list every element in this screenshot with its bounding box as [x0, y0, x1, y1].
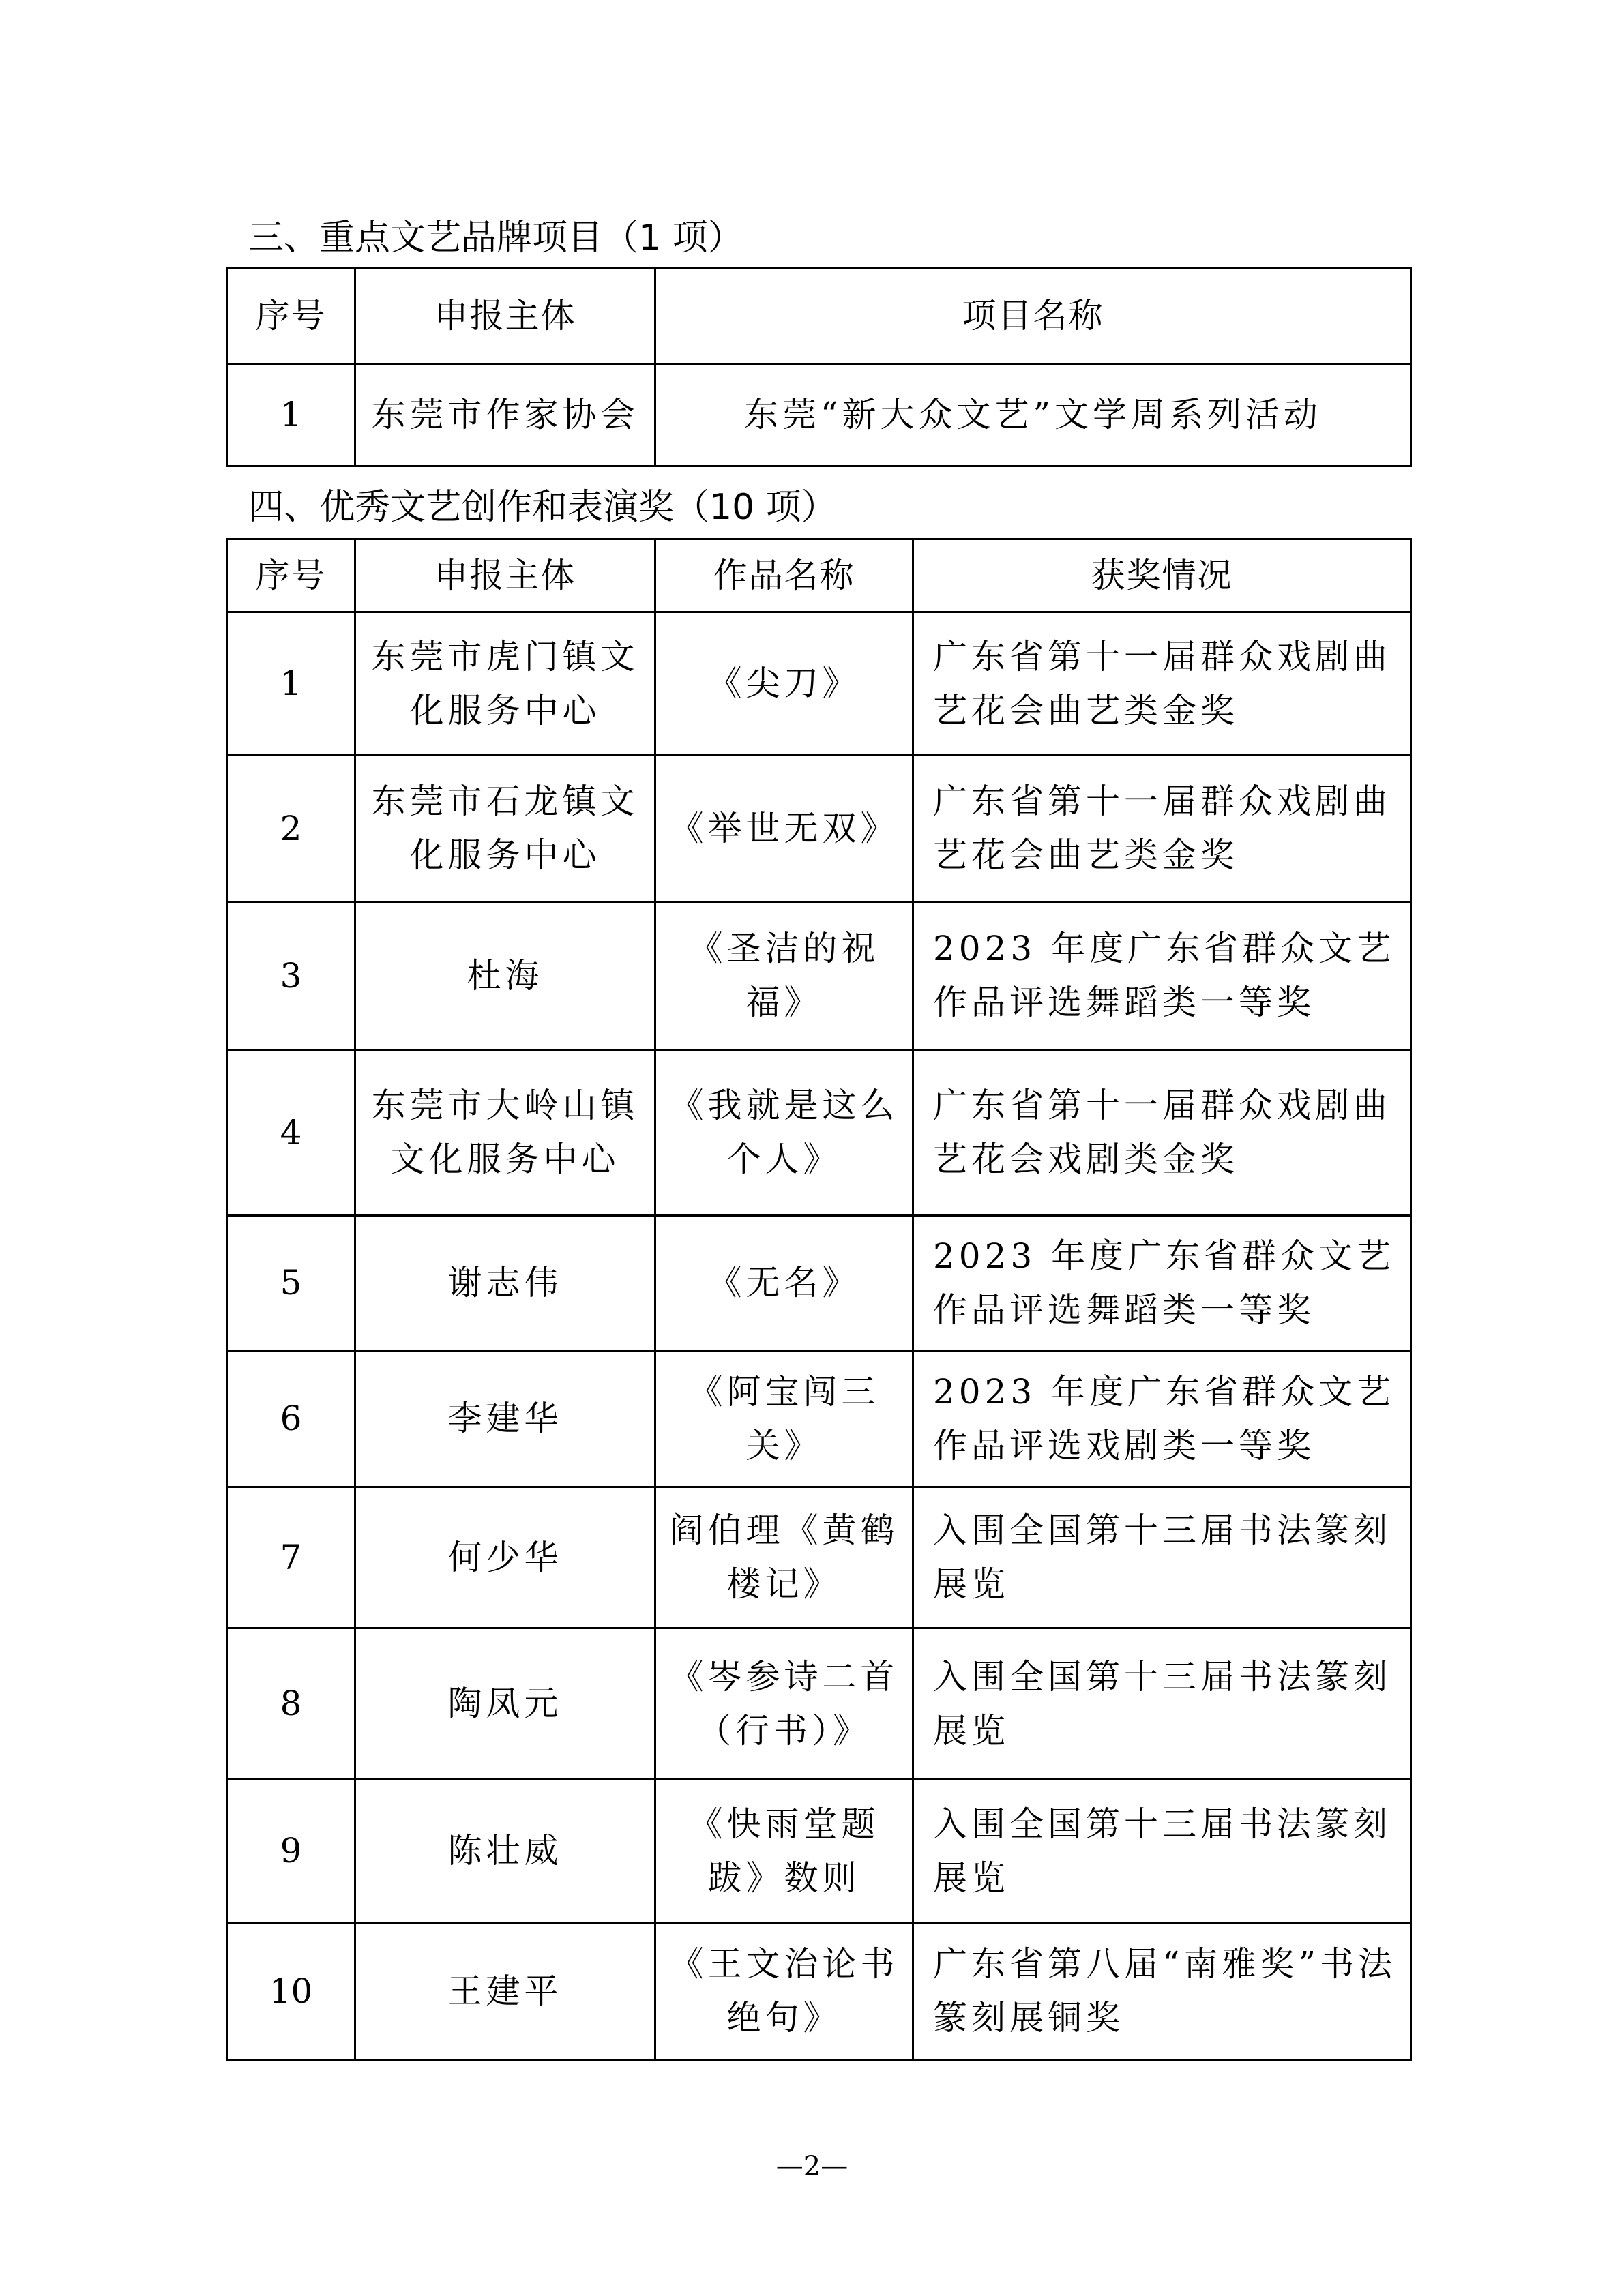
row-no: 7 — [227, 1487, 355, 1628]
row-work: 阎伯理《黄鹤楼记》 — [655, 1487, 913, 1628]
row-applicant: 何少华 — [355, 1487, 655, 1628]
table-row — [227, 1050, 1411, 1216]
header-no: 序号 — [227, 269, 355, 364]
row-award: 广东省第八届“南雅奖”书法篆刻展铜奖 — [913, 1923, 1411, 2060]
row-award: 广东省第十一届群众戏剧曲艺花会曲艺类金奖 — [913, 756, 1411, 902]
table-row — [227, 1923, 1411, 2060]
table-row — [227, 756, 1411, 902]
row-applicant: 陈壮威 — [355, 1780, 655, 1923]
header-applicant: 申报主体 — [355, 539, 655, 612]
row-award: 广东省第十一届群众戏剧曲艺花会戏剧类金奖 — [913, 1050, 1411, 1216]
table-row — [227, 1628, 1411, 1780]
row-no: 8 — [227, 1628, 355, 1780]
header-award: 获奖情况 — [913, 539, 1411, 612]
row-work: 《我就是这么个人》 — [655, 1050, 913, 1216]
row-applicant: 东莞市虎门镇文化服务中心 — [355, 612, 655, 756]
table-row — [227, 1216, 1411, 1351]
row-no: 10 — [227, 1923, 355, 2060]
row-work: 《圣洁的祝福》 — [655, 902, 913, 1050]
row-work: 《尖刀》 — [655, 612, 913, 756]
row-award: 2023 年度广东省群众文艺作品评选舞蹈类一等奖 — [913, 1216, 1411, 1351]
row-award: 入围全国第十三届书法篆刻展览 — [913, 1487, 1411, 1628]
row-no: 2 — [227, 756, 355, 902]
row-work: 《无名》 — [655, 1216, 913, 1351]
row-applicant: 东莞市作家协会 — [355, 364, 655, 466]
row-work: 《岑参诗二首（行书）》 — [655, 1628, 913, 1780]
row-applicant: 杜海 — [355, 902, 655, 1050]
row-no: 5 — [227, 1216, 355, 1351]
row-award: 入围全国第十三届书法篆刻展览 — [913, 1780, 1411, 1923]
row-award: 2023 年度广东省群众文艺作品评选戏剧类一等奖 — [913, 1351, 1411, 1487]
table-row — [227, 364, 1411, 466]
row-award: 2023 年度广东省群众文艺作品评选舞蹈类一等奖 — [913, 902, 1411, 1050]
table-row — [227, 902, 1411, 1050]
section3-title: 三、重点文艺品牌项目（1 项） — [248, 218, 743, 258]
header-applicant: 申报主体 — [355, 269, 655, 364]
brand-project-table — [226, 267, 1412, 467]
row-work: 《快雨堂题跋》数则 — [655, 1780, 913, 1923]
row-work: 《王文治论书绝句》 — [655, 1923, 913, 2060]
table-header-row — [227, 539, 1411, 612]
row-award: 入围全国第十三届书法篆刻展览 — [913, 1628, 1411, 1780]
row-no: 1 — [227, 612, 355, 756]
row-no: 1 — [227, 364, 355, 466]
row-project: 东莞“新大众文艺”文学周系列活动 — [655, 364, 1411, 466]
row-no: 4 — [227, 1050, 355, 1216]
row-applicant: 陶凤元 — [355, 1628, 655, 1780]
row-work: 《阿宝闯三关》 — [655, 1351, 913, 1487]
row-applicant: 谢志伟 — [355, 1216, 655, 1351]
section4-title: 四、优秀文艺创作和表演奖（10 项） — [248, 487, 837, 528]
table-row — [227, 612, 1411, 756]
row-applicant: 东莞市大岭山镇文化服务中心 — [355, 1050, 655, 1216]
table-row — [227, 1780, 1411, 1923]
header-work: 作品名称 — [655, 539, 913, 612]
header-no: 序号 — [227, 539, 355, 612]
row-no: 3 — [227, 902, 355, 1050]
award-table — [226, 538, 1412, 2061]
row-work: 《举世无双》 — [655, 756, 913, 902]
table-row — [227, 1487, 1411, 1628]
header-project: 项目名称 — [655, 269, 1411, 364]
table-header-row — [227, 269, 1411, 364]
row-applicant: 李建华 — [355, 1351, 655, 1487]
row-applicant: 东莞市石龙镇文化服务中心 — [355, 756, 655, 902]
row-no: 6 — [227, 1351, 355, 1487]
row-no: 9 — [227, 1780, 355, 1923]
row-applicant: 王建平 — [355, 1923, 655, 2060]
row-award: 广东省第十一届群众戏剧曲艺花会曲艺类金奖 — [913, 612, 1411, 756]
table-row — [227, 1351, 1411, 1487]
page-number: —2— — [776, 2151, 848, 2182]
